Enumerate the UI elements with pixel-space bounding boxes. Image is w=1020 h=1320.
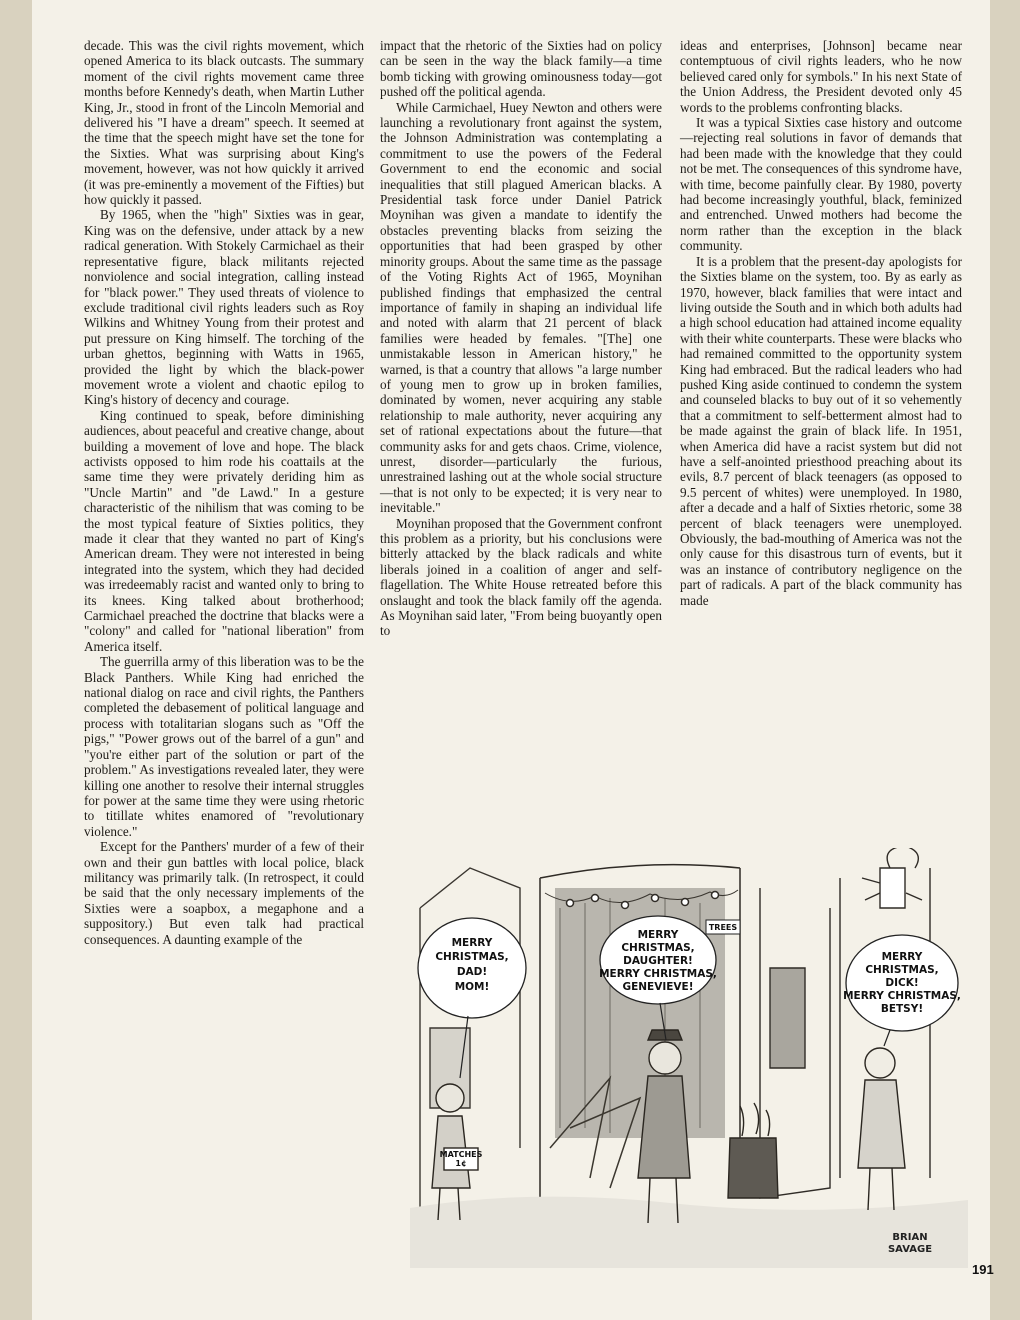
bubble-right-line: BETSY! — [880, 1003, 924, 1015]
paragraph: ideas and enterprises, [Johnson] became near contemptuous of civil rights leaders, who he now believed cared only for symbols." In his next State of the Union Address, the President devoted only 45 words to the problems confronting blacks. — [680, 38, 962, 115]
matches-sign-text: MATCHES — [439, 1150, 483, 1159]
trees-sign-text: TREES — [708, 923, 738, 932]
paragraph: While Carmichael, Huey Newton and others were launching a revolutionary front against the system, the Johnson Administration was contemplating a commitment to use the powers of the Federal Government to end the economic and social inequalities that still plagued American blacks. A Presidential task force under Daniel Patrick Moynihan was given a mandate to identify the obstacles preventing blacks from seizing the opportunities that had been grasped by other minority groups. About the same time as the passage of the Voting Rights Act of 1965, Moynihan published findings that emphasized the central importance of family in shaping an individual life and noted with alarm that 21 percent of black families were headed by females. "[The] one unmistakable lesson in American history," he warned, is that a country that allows "a large number of young men to grow up in broken families, dominated by women, never acquiring any stable relationship to male authority, never acquiring any set of rational expectations about the future—that community asks for and gets chaos. Crime, violence, unrest, disorder—particularly the furious, unrestrained lashing out at the whole social structure—that is not only to be expected; it is very near to inevitable." — [380, 99, 662, 516]
paragraph: impact that the rhetoric of the Sixties had on policy can be seen in the way the black family—a time bomb ticking with growing ominousness today—got pushed off the political agenda. — [380, 38, 662, 100]
bubble-center-line: DAUGHTER! — [623, 955, 693, 967]
bubble-right-line: CHRISTMAS, — [865, 964, 939, 976]
bubble-center-line: MERRY — [637, 929, 679, 941]
christmas-cartoon — [410, 848, 968, 1268]
bubble-center-line: MERRY CHRISTMAS, — [599, 968, 717, 980]
paragraph: It was a typical Sixties case history and outcome—rejecting real solutions in favor of demands that had been made with the knowledge that they could not be met. The consequences of this syndrome have, with time, become painfully clear. By 1980, poverty had become increasingly youthful, black, feminized and entrenched. Unwed mothers had become the norm rather than the exception in the black community. — [680, 115, 962, 254]
page-number: 191 — [972, 1262, 994, 1277]
paragraph: Except for the Panthers' murder of a few of their own and their gun battles with local police, black militancy was primarily talk. (In retrospect, it could be said that the only necessary implements of the Sixties were a soapbox, a megaphone and a suppository.) But even talk had practical consequences. A daunting example of the — [84, 839, 364, 947]
paragraph: Moynihan proposed that the Government confront this problem as a priority, but his conclusions were bitterly attacked by the black radicals and white liberals joined in a coalition of anger and self-flagellation. The White House retreated before this onslaught and took the black family off the agenda. As Moynihan said later, "From being buoyantly open to — [380, 515, 662, 639]
signature-line: SAVAGE — [887, 1244, 933, 1255]
trees-sign — [706, 920, 740, 934]
bubble-left-line: DAD! — [456, 966, 488, 978]
bubble-right-line: MERRY — [881, 951, 923, 963]
paragraph: It is a problem that the present-day apologists for the Sixties blame on the system, too. By as early as 1970, however, black families that were intact and living outside the South and in which both adults had a high school education had attained income equality with their white counterparts. These were blacks who had remained committed to the opportunity system King had embraced. But the radical leaders who had pushed King aside continued to condemn the system and counseled blacks to buy out of it so vehemently that a commitment to self-betterment almost had to be made against the grain of black life. In 1951, when America did have a racist system but did not have a self-anointed priesthood preaching about its evils, 8.7 percent of black teenagers (as opposed to 9.5 percent of whites) were unemployed. In 1980, after a decade and a half of Sixties rhetoric, some 38 percent of black teenagers were unemployed. Obviously, the bad-mouthing of America was not the only cause for this disastrous turn of events, but it was an instance of contributory negligence on the part of radicals. A part of the black community has made — [680, 253, 962, 608]
text-column-2 — [380, 38, 662, 639]
paragraph: King continued to speak, before diminishing audiences, about peaceful and creative change, about building a movement of love and hope. The black activists opposed to him rode his coattails at the same time they were privately deriding him as "Uncle Martin" and "de Lawd." In a gesture characteristic of the nihilism that was coming to be the most typical feature of Sixties politics, they made it clear that they wanted no part of King's American dream. They were not interested in being integrated into the system, which they had decided was irredeemably racist and wanted only to bring to its knees. King talked about brotherhood; Carmichael preached the doctrine that blacks were a "colony" and called for "national liberation" from America itself. — [84, 407, 364, 654]
bubble-right-line: MERRY CHRISTMAS, — [843, 990, 961, 1002]
signature-line: BRIAN — [892, 1232, 928, 1243]
paragraph: By 1965, when the "high" Sixties was in gear, King was on the defensive, under attack by a new radical generation. With Stokely Carmichael as their representative figure, black militants rejected nonviolence and social integration, calling instead for "black power." They used threats of violence to exclude traditional civil rights leaders such as Roy Wilkins and Whitney Young from their protest and put pressure on King himself. The torching of the urban ghettos, beginning with Watts in 1965, provided the light by which the black-power movement wrote a violent and chaotic epilog to King's history of decency and courage. — [84, 207, 364, 408]
text-column-3 — [680, 38, 962, 608]
matches-sign-price: 1¢ — [455, 1159, 467, 1168]
bubble-left-line: CHRISTMAS, — [435, 951, 509, 963]
bubble-left-line: MERRY — [451, 937, 493, 949]
artist-signature — [888, 1232, 932, 1255]
bubble-center-line: CHRISTMAS, — [621, 942, 695, 954]
bubble-left-line: MOM! — [454, 981, 490, 993]
paragraph: The guerrilla army of this liberation was to be the Black Panthers. While King had enriched the national dialog on race and civil rights, the Panthers completed the debasement of political language and process with totalitarian slogans such as "Off the pigs," "Power grows out of the barrel of a gun" and "you're either part of the solution or part of the problem." As investigations revealed later, they were killing one another to resolve their internal struggles for power at the same time they were using rhetoric to titillate whites enamored of "revolutionary violence." — [84, 654, 364, 839]
bubble-center-line: GENEVIEVE! — [622, 981, 694, 993]
paragraph: decade. This was the civil rights movement, which opened America to its black outcasts. The summary moment of the civil rights movement came three months before Kennedy's death, when Martin Luther King, Jr., stood in front of the Lincoln Memorial and delivered his "I have a dream" speech. It seemed at the time that the speech might have set the tone for the Sixties. What was surprising about King's movement, however, was not how quickly it arrived (it was pre-eminently a movement of the Fifties) but how quickly it passed. — [84, 38, 364, 208]
text-column-1 — [84, 38, 364, 947]
magazine-page — [32, 0, 994, 1320]
bubble-right-line: DICK! — [885, 977, 919, 989]
